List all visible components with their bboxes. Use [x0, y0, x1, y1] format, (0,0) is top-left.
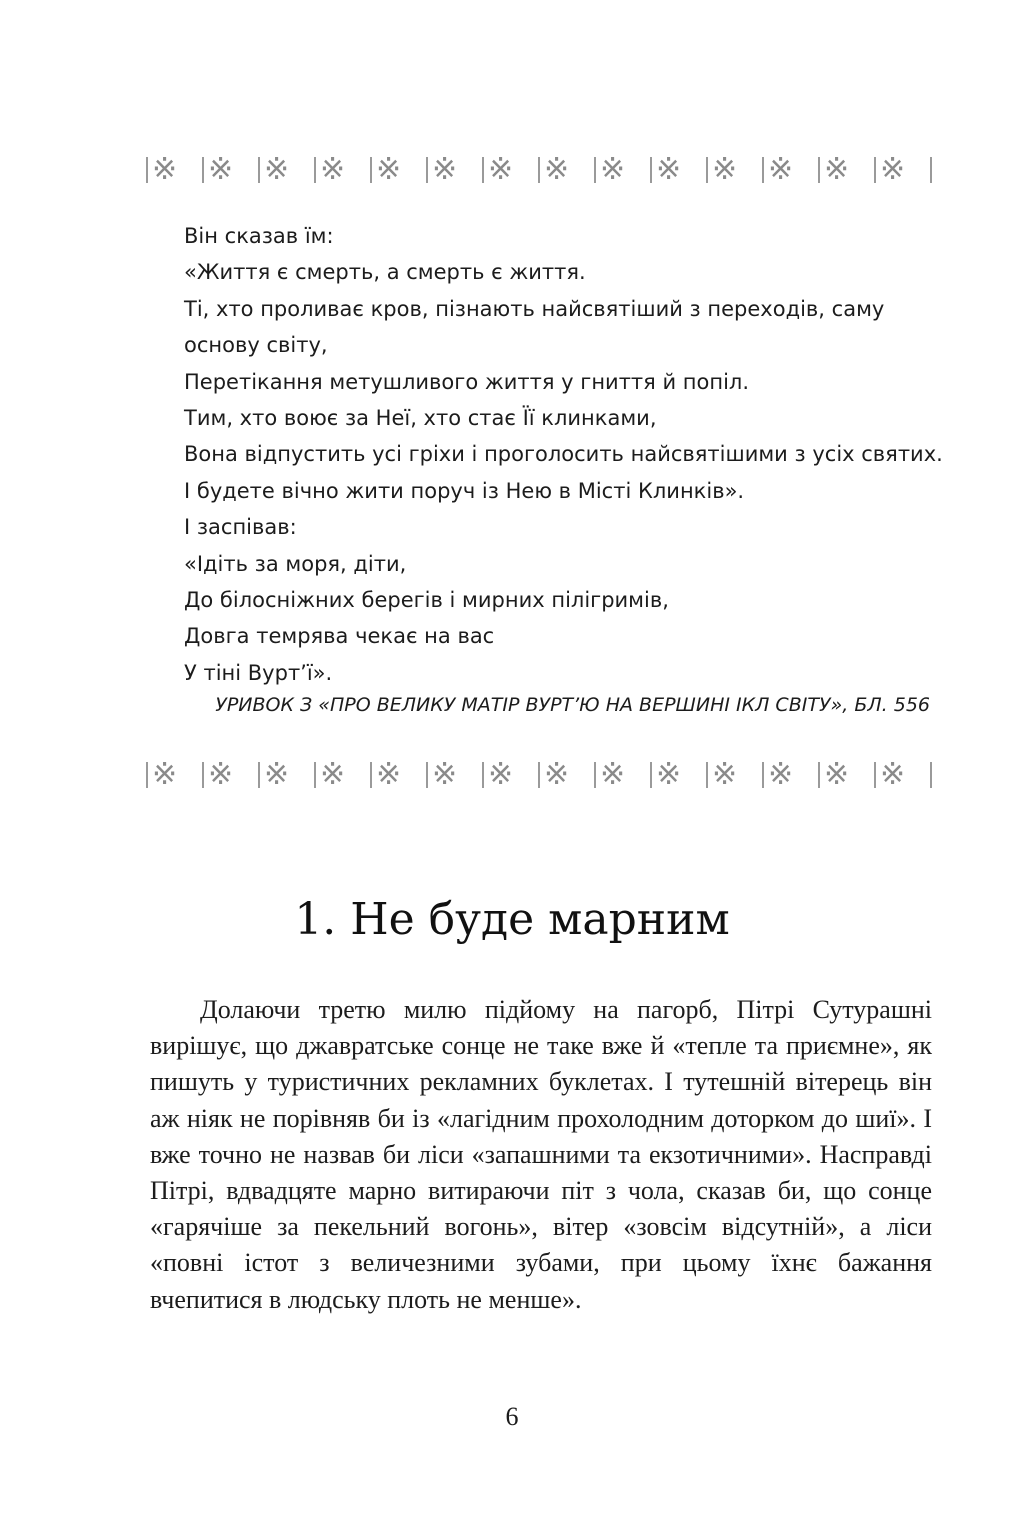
epigraph-line: Він сказав їм:: [184, 224, 334, 248]
epigraph-line: Вона відпустить усі гріхи і проголосить найсвятішими з усіх святих.: [184, 442, 943, 467]
ornament-bar: [930, 762, 932, 788]
epigraph-line: У тіні Вурт’ї».: [184, 660, 333, 685]
snowflake-ornament-icon: ※: [320, 757, 346, 792]
ornament-unit: [874, 757, 909, 792]
top-ornament-divider: [146, 152, 932, 188]
ornament-bar: [706, 157, 708, 183]
ornament-bar: [706, 762, 708, 788]
ornament-unit: [818, 152, 853, 187]
page-number: 6: [505, 1402, 519, 1431]
ornament-bar: [202, 762, 204, 788]
ornament-bar: [818, 762, 820, 788]
snowflake-ornament-icon: ※: [264, 152, 290, 187]
snowflake-ornament-icon: ※: [544, 757, 570, 792]
epigraph-line: Перетікання метушливого життя у гниття й попіл.: [184, 369, 750, 394]
ornament-bar: [426, 762, 428, 788]
body-paragraph: Долаючи третю милю підйому на пагорб, Пітрі Сутурашні вирішує, що джавратське сонце не таке вже й «тепле та приємне», як пишуть у туристичних рекламних буклетах. І тутешній вітерець він аж ніяк не порівняв би із «лагідним прохолодним доторком до шиї». І вже точно не назвав би ліси «запашними та екзотичними». Насправді Пітрі, вдвадцяте марно витираючи піт з чола, сказав би, що сонце «гарячіше за пекельний вогонь», вітер «зовсім відсутній», а ліси «повні істот з величезними зубами, при цьому їхнє бажання вчепитися в людську плоть не менше».: [150, 995, 932, 1314]
epigraph-line: До білосніжних берегів і мирних пілігримів,: [184, 588, 669, 613]
epigraph-line: І заспівав:: [184, 515, 297, 540]
ornament-unit: [482, 757, 517, 792]
snowflake-ornament-icon: ※: [768, 757, 794, 792]
ornament-unit: [706, 757, 741, 792]
ornament-unit: [594, 757, 629, 792]
ornament-unit: [258, 757, 293, 792]
snowflake-ornament-icon: ※: [712, 757, 738, 792]
snowflake-ornament-icon: ※: [376, 757, 402, 792]
snowflake-ornament-icon: ※: [320, 152, 346, 187]
ornament-bar: [594, 762, 596, 788]
epigraph-line: Тим, хто воює за Неї, хто стає Її клинками,: [184, 406, 657, 431]
ornament-bar: [650, 762, 652, 788]
ornament-unit: [370, 757, 405, 792]
snowflake-ornament-icon: ※: [768, 152, 794, 187]
ornament-bar: [426, 157, 428, 183]
snowflake-ornament-icon: ※: [544, 152, 570, 187]
ornament-bar: [482, 762, 484, 788]
chapter-title: 1. Не буде марним: [294, 894, 730, 945]
ornament-unit: [818, 757, 853, 792]
snowflake-ornament-icon: ※: [152, 152, 178, 187]
ornament-unit: [146, 757, 181, 792]
ornament-bar: [146, 762, 148, 788]
ornament-bar: [538, 157, 540, 183]
ornament-bar: [930, 157, 932, 183]
snowflake-ornament-icon: ※: [152, 757, 178, 792]
ornament-unit: [202, 152, 237, 187]
snowflake-ornament-icon: ※: [824, 757, 850, 792]
ornament-bar: [202, 157, 204, 183]
ornament-bar: [482, 157, 484, 183]
ornament-unit: [258, 152, 293, 187]
epigraph-line: «Життя є смерть, а смерть є життя.: [184, 260, 586, 285]
snowflake-ornament-icon: ※: [208, 757, 234, 792]
snowflake-ornament-icon: ※: [600, 757, 626, 792]
ornament-unit: [650, 152, 685, 187]
epigraph-source: УРИВОК З «ПРО ВЕЛИКУ МАТІР ВУРТ’Ю НА ВЕРШИНІ ІКЛ СВІТУ», БЛ. 556: [215, 694, 930, 716]
snowflake-ornament-icon: ※: [824, 152, 850, 187]
ornament-unit: [426, 152, 461, 187]
ornament-unit: [482, 152, 517, 187]
ornament-unit: [594, 152, 629, 187]
ornament-bar: [258, 762, 260, 788]
ornament-unit: [762, 757, 797, 792]
snowflake-ornament-icon: ※: [600, 152, 626, 187]
snowflake-ornament-icon: ※: [376, 152, 402, 187]
epigraph-line: «Ідіть за моря, діти,: [184, 551, 407, 576]
ornament-bar: [650, 157, 652, 183]
ornament-unit: [314, 152, 349, 187]
ornament-bar: [538, 762, 540, 788]
ornament-unit: [538, 757, 573, 792]
ornament-unit: [146, 152, 181, 187]
ornament-unit: [202, 757, 237, 792]
ornament-unit: [370, 152, 405, 187]
ornament-bar: [762, 762, 764, 788]
ornament-bar: [874, 157, 876, 183]
snowflake-ornament-icon: ※: [880, 152, 906, 187]
snowflake-ornament-icon: ※: [432, 757, 458, 792]
ornament-unit: [874, 152, 909, 187]
ornament-bar: [370, 762, 372, 788]
epigraph-line: І будете вічно жити поруч із Нею в Місті Клинків».: [184, 478, 745, 503]
snowflake-ornament-icon: ※: [880, 757, 906, 792]
ornament-bar: [594, 157, 596, 183]
snowflake-ornament-icon: ※: [488, 152, 514, 187]
ornament-bar: [370, 157, 372, 183]
ornament-unit: [650, 757, 685, 792]
ornament-bar: [762, 157, 764, 183]
ornament-unit: [426, 757, 461, 792]
epigraph-line: Ті, хто проливає кров, пізнають найсвятіший з переходів, саму основу світу,: [184, 296, 885, 358]
bottom-ornament-divider: [146, 757, 932, 793]
ornament-bar: [314, 157, 316, 183]
snowflake-ornament-icon: ※: [656, 152, 682, 187]
body-text: [150, 992, 932, 1318]
ornament-unit: [314, 757, 349, 792]
epigraph-line: Довга темрява чекає на вас: [184, 624, 495, 649]
ornament-bar: [146, 157, 148, 183]
ornament-bar: [258, 157, 260, 183]
snowflake-ornament-icon: ※: [712, 152, 738, 187]
snowflake-ornament-icon: ※: [488, 757, 514, 792]
ornament-bar: [818, 157, 820, 183]
snowflake-ornament-icon: ※: [264, 757, 290, 792]
ornament-bar: [314, 762, 316, 788]
ornament-unit: [538, 152, 573, 187]
snowflake-ornament-icon: ※: [656, 757, 682, 792]
ornament-unit: [706, 152, 741, 187]
ornament-bar: [874, 762, 876, 788]
snowflake-ornament-icon: ※: [208, 152, 234, 187]
snowflake-ornament-icon: ※: [432, 152, 458, 187]
ornament-unit: [762, 152, 797, 187]
epigraph: [184, 218, 943, 691]
